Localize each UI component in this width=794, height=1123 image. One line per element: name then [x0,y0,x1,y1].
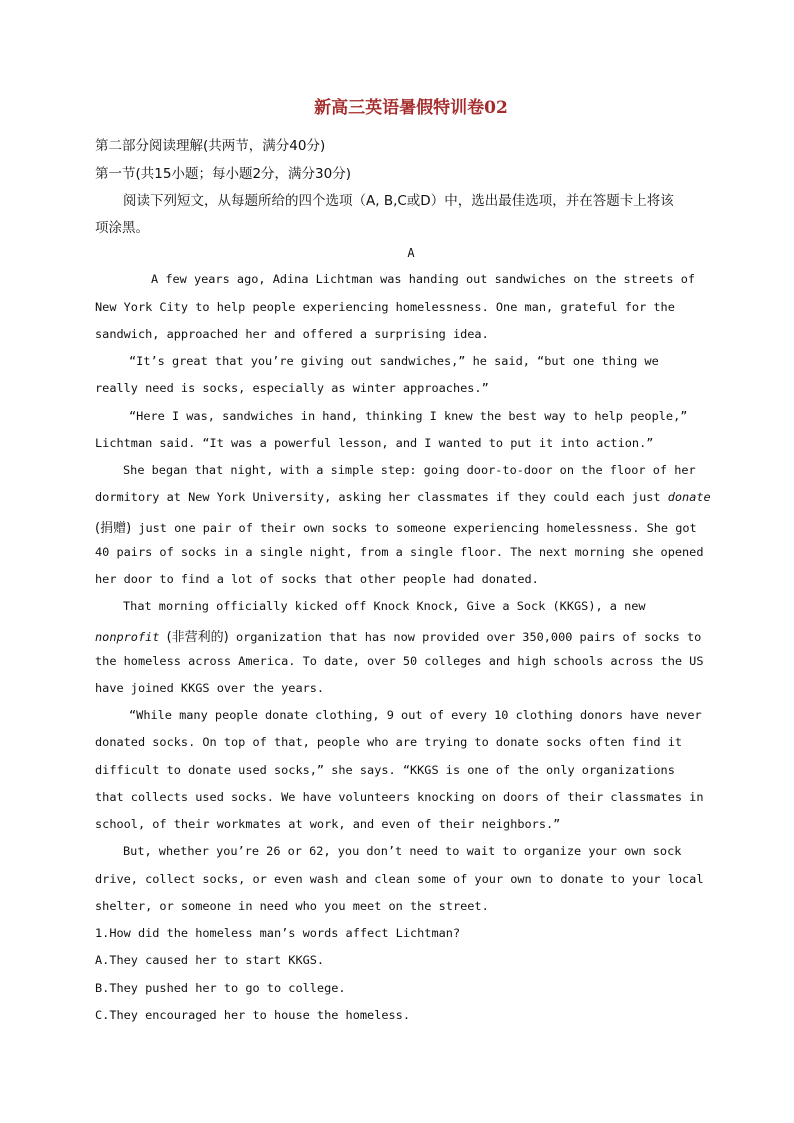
passage-label: A [407,246,415,260]
passage-line: New York City to help people experiencing homelessness. One man, grateful for the [95,300,675,314]
passage-line: sandwich, approached her and offered a surprising idea. [95,327,489,341]
passage-line: “While many people donate clothing, 9 out of every 10 clothing donors have never [129,708,702,722]
page-title: 新高三英语暑假特训卷02 [314,98,508,118]
passage-line: donated socks. On top of that, people who are trying to donate socks often find it [95,735,683,749]
passage-line: school, of their workmates at work, and even of their neighbors.” [95,817,561,831]
passage-line: her door to find a lot of socks that other people had donated. [95,572,539,586]
gloss-donate: (捐赠) [95,521,132,536]
instructions-line-1: 阅读下列短文，从每题所给的四个选项（A, B,C或D）中，选出最佳选项，并在答题卡上将该 [123,193,674,209]
passage-text: dormitory at New York University, asking her classmates if they could each just [95,490,661,504]
passage-line: drive, collect socks, or even wash and clean some of your own to donate to your local [95,872,704,886]
passage-line: Lichtman said. “It was a powerful lesson, and I wanted to put it into action.” [95,436,654,450]
question-stem: 1.How did the homeless man’s words affect Lichtman? [95,926,461,940]
passage-line: difficult to donate used socks,” she says. “KKGS is one of the only organizations [95,763,675,777]
gloss-nonprofit: (非营利的) [166,630,229,645]
instructions-line-2: 项涂黑。 [95,220,149,236]
passage-line: really need is socks, especially as winter approaches.” [95,381,489,395]
passage-line: shelter, or someone in need who you meet on the street. [95,899,489,913]
answer-option-a: A.They caused her to start KKGS. [95,953,325,967]
passage-line: She began that night, with a simple step: going door-to-door on the floor of her [123,463,696,477]
answer-option-c: C.They encouraged her to house the homeless. [95,1008,410,1022]
passage-line: the homeless across America. To date, over 50 colleges and high schools across the US [95,654,704,668]
passage-line [95,626,701,645]
answer-option-b: B.They pushed her to go to college. [95,981,346,995]
passage-line: But, whether you’re 26 or 62, you don’t need to wait to organize your own sock [123,844,682,858]
section-heading: 第一节(共15小题；每小题2分，满分30分) [95,166,351,182]
passage-text: just one pair of their own socks to someone experiencing homelessness. She got [138,521,697,535]
passage-line: “It’s great that you’re giving out sandwiches,” he said, “but one thing we [129,354,659,368]
passage-line: that collects used socks. We have volunteers knocking on doors of their classmates in [95,790,704,804]
passage-line [95,490,711,504]
part-heading: 第二部分阅读理解(共两节，满分40分) [95,138,326,154]
passage-line: A few years ago, Adina Lichtman was handing out sandwiches on the streets of [151,272,696,286]
passage-line [95,517,697,536]
passage-line: “Here I was, sandwiches in hand, thinking I knew the best way to help people,” [129,409,688,423]
keyword-donate: donate [667,490,711,504]
passage-line: have joined KKGS over the years. [95,681,325,695]
passage-line: That morning officially kicked off Knock Knock, Give a Sock (KKGS), a new [123,599,646,613]
keyword-nonprofit: nonprofit [95,630,160,644]
passage-text: organization that has now provided over 350,000 pairs of socks to [235,630,702,644]
passage-line: 40 pairs of socks in a single night, from a single floor. The next morning she opened [95,545,704,559]
